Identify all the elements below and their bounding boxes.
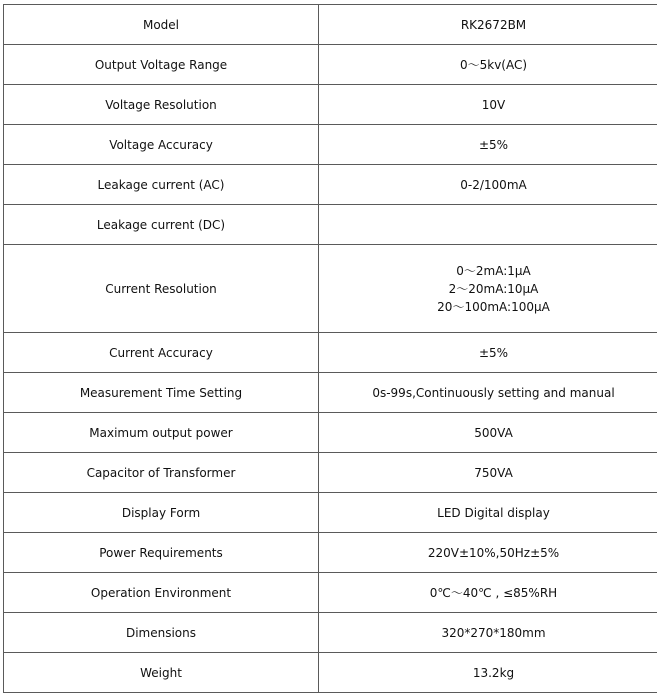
spec-value-line: 13.2kg [472, 665, 515, 680]
spec-value-line: 2～20mA:10μA [448, 281, 539, 296]
spec-value-line: 0-2/100mA [460, 177, 527, 192]
spec-row [4, 653, 657, 693]
spec-row [4, 85, 657, 125]
spec-label-cell: Current Resolution [4, 245, 319, 333]
spec-table-body [4, 5, 657, 693]
spec-value-cell [319, 205, 657, 245]
spec-row [4, 45, 657, 85]
spec-value-cell [319, 453, 657, 493]
spec-label-cell: Leakage current (AC) [4, 165, 319, 205]
spec-row [4, 165, 657, 205]
spec-value-cell [319, 85, 657, 125]
spec-label-cell: Display Form [4, 493, 319, 533]
spec-value-cell [319, 573, 657, 613]
spec-value-cell [319, 533, 657, 573]
spec-value-line: 220V±10%,50Hz±5% [427, 545, 560, 560]
spec-row [4, 573, 657, 613]
spec-value-line: 0℃～40℃ , ≤85%RH [429, 585, 558, 600]
spec-value-cell [319, 5, 657, 45]
spec-value-cell [319, 245, 657, 333]
spec-row [4, 373, 657, 413]
spec-label-cell: Operation Environment [4, 573, 319, 613]
spec-row [4, 125, 657, 165]
spec-value-cell [319, 653, 657, 693]
spec-row [4, 205, 657, 245]
spec-value-cell [319, 493, 657, 533]
spec-label-cell: Current Accuracy [4, 333, 319, 373]
spec-value-line: RK2672BM [460, 17, 527, 32]
spec-value-cell [319, 45, 657, 85]
spec-value-line: 0～2mA:1μA [456, 263, 531, 278]
spec-label-cell: Output Voltage Range [4, 45, 319, 85]
spec-row [4, 245, 657, 333]
spec-label-cell: Measurement Time Setting [4, 373, 319, 413]
spec-row [4, 333, 657, 373]
spec-value-line: 10V [481, 97, 506, 112]
spec-label-cell: Voltage Resolution [4, 85, 319, 125]
spec-row [4, 493, 657, 533]
spec-value-line: 750VA [474, 465, 513, 480]
spec-table [3, 4, 657, 693]
spec-label-cell: Power Requirements [4, 533, 319, 573]
spec-value-line: 320*270*180mm [441, 625, 546, 640]
spec-value-cell [319, 413, 657, 453]
spec-label-cell: Leakage current (DC) [4, 205, 319, 245]
spec-row [4, 413, 657, 453]
spec-row [4, 453, 657, 493]
spec-label-cell: Model [4, 5, 319, 45]
spec-value-cell [319, 125, 657, 165]
spec-value-line: 0～5kv(AC) [459, 57, 528, 72]
spec-value-line: 500VA [474, 425, 513, 440]
spec-value-cell [319, 165, 657, 205]
spec-label-cell: Maximum output power [4, 413, 319, 453]
spec-value-line: LED Digital display [437, 505, 550, 520]
spec-value-cell [319, 333, 657, 373]
spec-row [4, 533, 657, 573]
spec-value-cell [319, 613, 657, 653]
spec-value-line: 0s-99s,Continuously setting and manual [372, 385, 615, 400]
spec-value-line: 20～100mA:100μA [437, 299, 550, 314]
spec-value-line: ±5% [478, 137, 509, 152]
spec-row [4, 5, 657, 45]
spec-row [4, 613, 657, 653]
spec-value-line: ±5% [478, 345, 509, 360]
spec-label-cell: Dimensions [4, 613, 319, 653]
spec-label-cell: Weight [4, 653, 319, 693]
spec-value-cell [319, 373, 657, 413]
spec-label-cell: Capacitor of Transformer [4, 453, 319, 493]
spec-label-cell: Voltage Accuracy [4, 125, 319, 165]
